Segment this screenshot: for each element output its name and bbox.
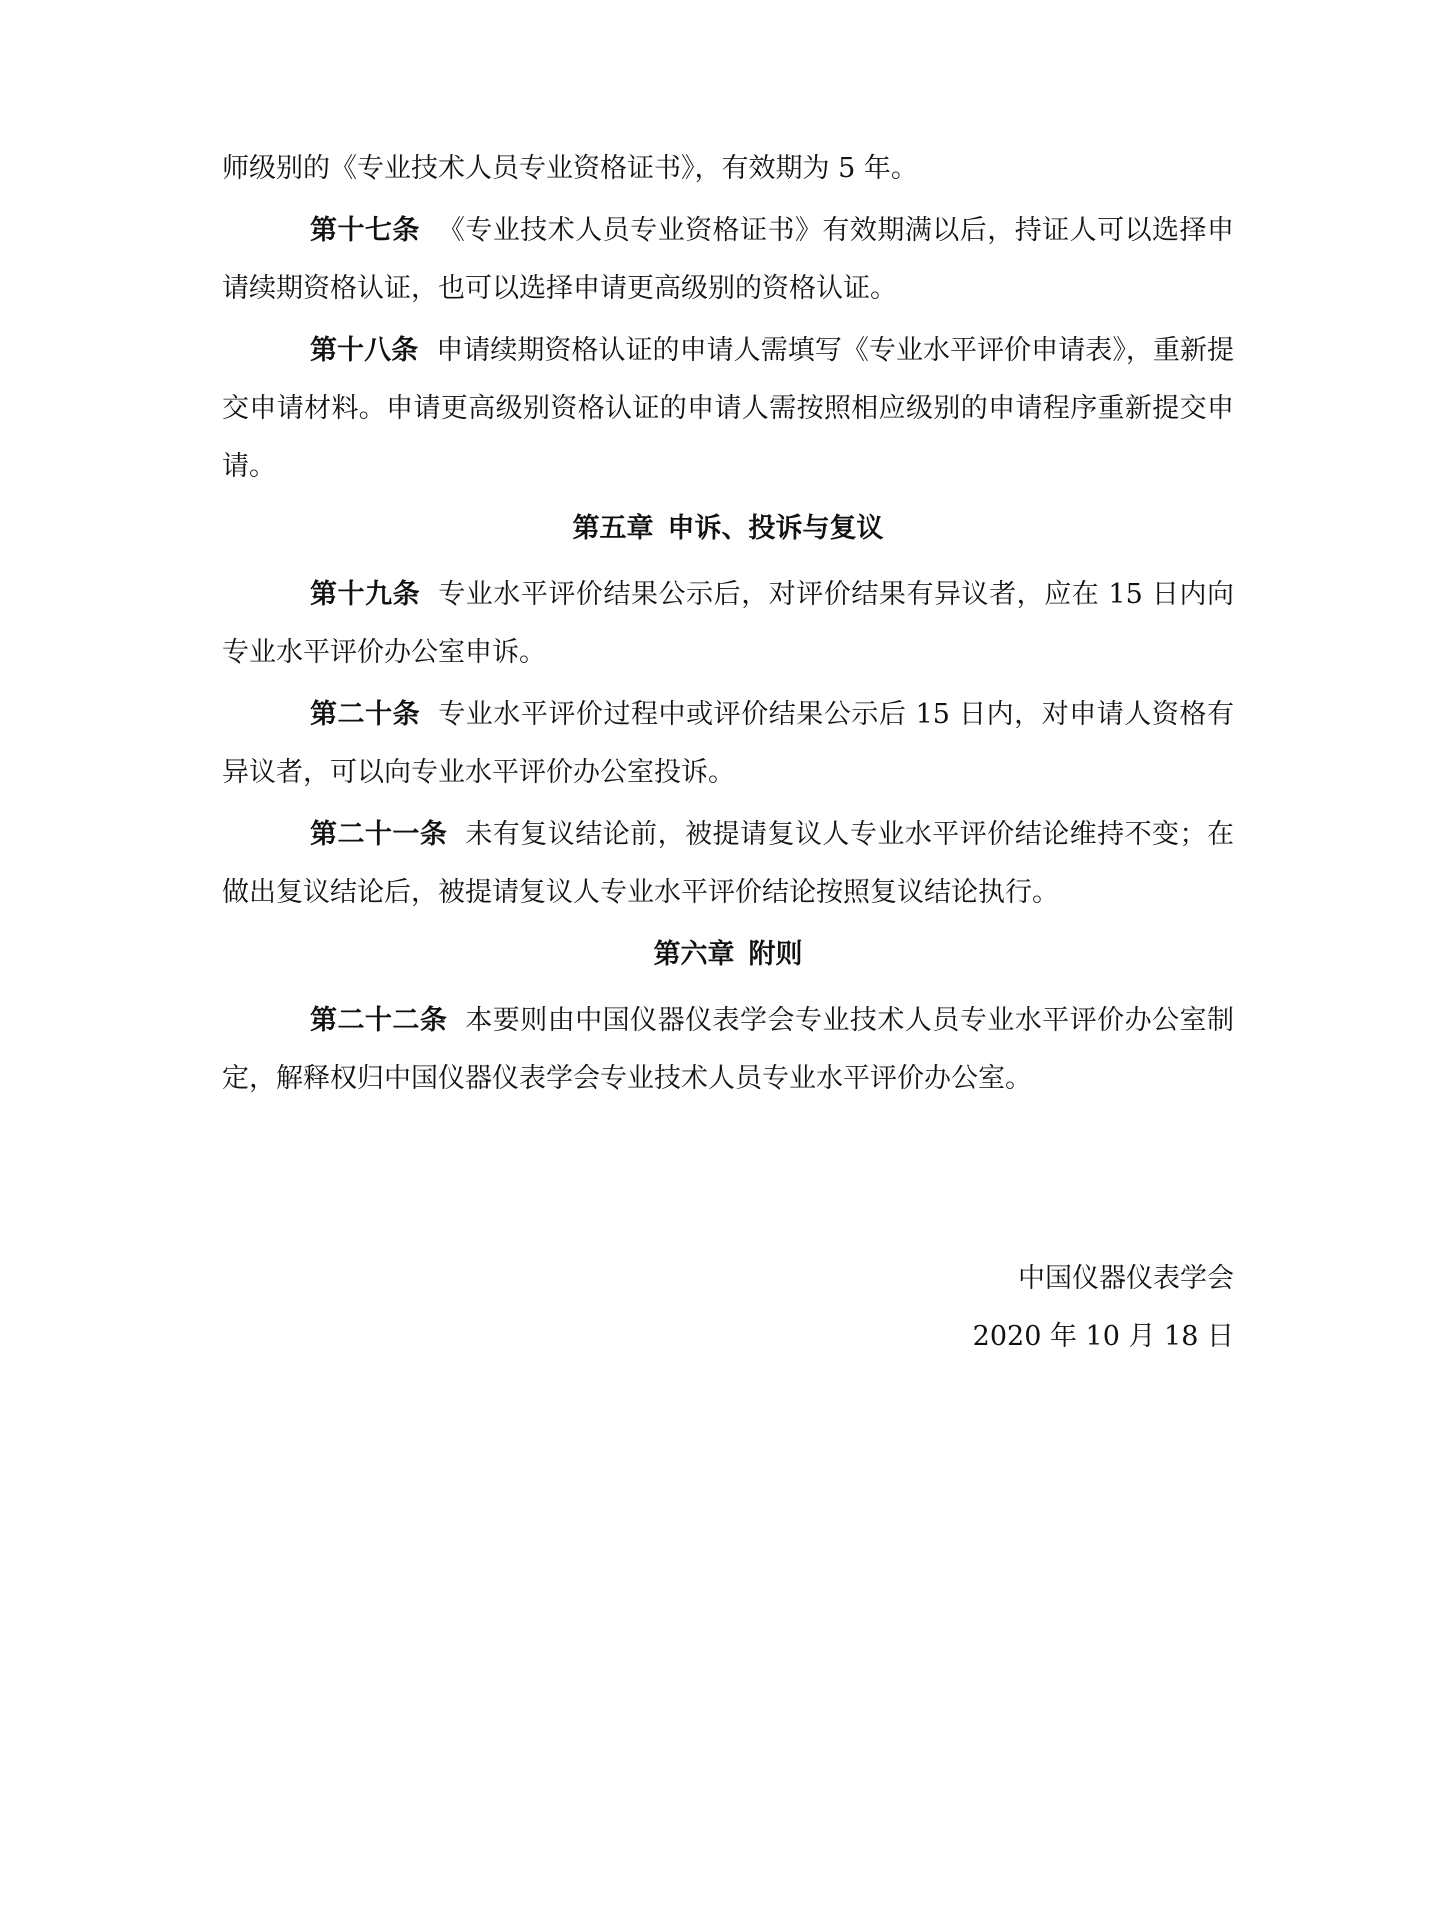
chapter-number: 第五章 xyxy=(572,513,654,544)
article-22 xyxy=(222,992,1234,1108)
chapter-title: 附则 xyxy=(748,939,803,970)
chapter-title: 申诉、投诉与复议 xyxy=(667,513,884,544)
chapter-number: 第六章 xyxy=(653,939,735,970)
signature-organization: 中国仪器仪表学会 xyxy=(1018,1263,1234,1294)
article-text: 本要则由中国仪器仪表学会专业技术人员专业水平评价办公室制定，解释权归中国仪器仪表学会专业技术人员专业水平评价办公室。 xyxy=(222,1005,1234,1094)
article-text: 专业水平评价过程中或评价结果公示后 15 日内，对申请人资格有异议者，可以向专业水平评价办公室投诉。 xyxy=(222,699,1234,788)
article-21 xyxy=(222,806,1234,922)
article-number: 第十七条 xyxy=(310,215,420,246)
article-text: 《专业技术人员专业资格证书》有效期满以后，持证人可以选择申请续期资格认证，也可以选择申请更高级别的资格认证。 xyxy=(222,215,1234,304)
continuation-paragraph: 师级别的《专业技术人员专业资格证书》，有效期为 5 年。 xyxy=(222,153,918,184)
article-18 xyxy=(222,322,1234,496)
document-page xyxy=(222,140,1234,1112)
article-number: 第二十条 xyxy=(310,699,421,730)
article-17 xyxy=(222,202,1234,318)
signature-date: 2020 年 10 月 18 日 xyxy=(972,1321,1234,1352)
chapter-5-heading xyxy=(222,500,1234,558)
article-20 xyxy=(222,686,1234,802)
article-text: 专业水平评价结果公示后，对评价结果有异议者，应在 15 日内向专业水平评价办公室申诉。 xyxy=(222,579,1234,668)
article-text: 申请续期资格认证的申请人需填写《专业水平评价申请表》，重新提交申请材料。申请更高级别资格认证的申请人需按照相应级别的申请程序重新提交申请。 xyxy=(222,335,1235,482)
article-number: 第二十二条 xyxy=(310,1005,448,1036)
chapter-6-heading xyxy=(222,926,1234,984)
signature-block xyxy=(973,1250,1234,1366)
article-number: 第十八条 xyxy=(310,335,419,366)
article-text: 未有复议结论前，被提请复议人专业水平评价结论维持不变；在做出复议结论后，被提请复议人专业水平评价结论按照复议结论执行。 xyxy=(222,819,1234,908)
article-number: 第十九条 xyxy=(310,579,421,610)
article-number: 第二十一条 xyxy=(310,819,448,850)
article-19 xyxy=(222,566,1234,682)
